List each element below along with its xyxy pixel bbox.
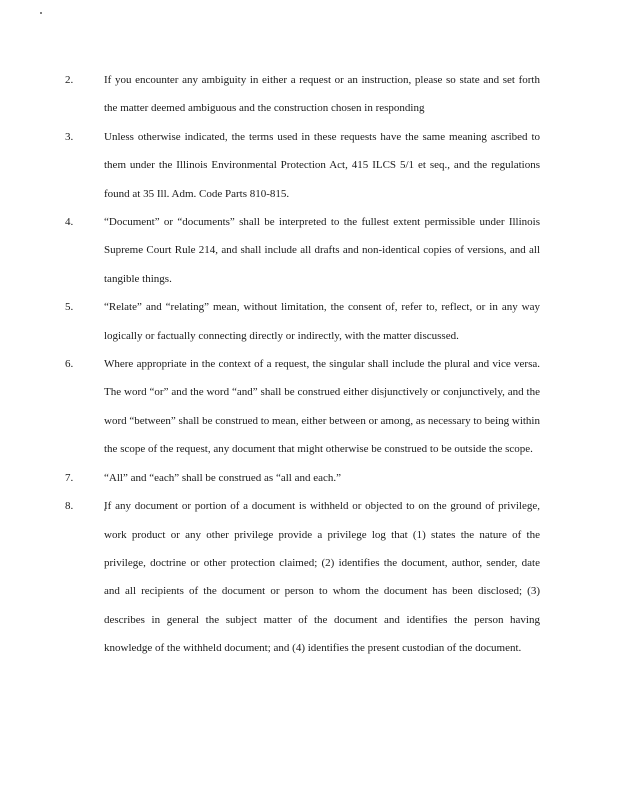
- list-item: [0, 350, 619, 464]
- item-text: “Document” or “documents” shall be interpreted to the fullest extent permissible under Illinois Supreme Court Rule 214, and shall include all drafts and non-identical copies of versions, and all tangible things.: [104, 216, 540, 285]
- item-text: Unless otherwise indicated, the terms used in these requests have the same meaning ascribed to them under the Illinois Environmental Protection Act, 415 ILCS 5/1 et seq., and the regulations found at 35 Ill. Adm. Code Parts 810-815.: [104, 130, 540, 200]
- item-text: If you encounter any ambiguity in either a request or an instruction, please so state and set forth the matter deemed ambiguous and the construction chosen in responding: [104, 74, 540, 115]
- item-number: 3.: [65, 130, 74, 143]
- scan-artifact: [40, 12, 42, 14]
- list-item: [0, 208, 619, 293]
- item-number: 7.: [65, 471, 74, 484]
- item-number: 2.: [65, 74, 74, 86]
- list-item: [0, 66, 619, 123]
- item-number: 5.: [65, 301, 74, 314]
- item-number: 8.: [65, 500, 74, 513]
- item-number: 4.: [65, 216, 74, 229]
- item-text: “All” and “each” shall be construed as “all and each.”: [104, 471, 341, 484]
- item-number: 6.: [65, 358, 74, 371]
- item-text: Where appropriate in the context of a request, the singular shall include the plural and vice versa. The word “or” and the word “and” shall be construed either disjunctively or conjunctively, and the word “between” shall be construed to mean, either between or among, as necessary to being within the scope of the request, any document that might otherwise be construed to be outside the scope.: [104, 358, 540, 456]
- item-text: “Relate” and “relating” mean, without limitation, the consent of, refer to, reflect, or in any way logically or factually connecting directly or indirectly, with the matter discussed.: [104, 301, 540, 342]
- list-item: [0, 123, 619, 208]
- list-item: [0, 464, 619, 492]
- item-text: If any document or portion of a document is withheld or objected to on the ground of privilege, work product or any other privilege provide a privilege log that (1) states the nature of the privilege, doctrine or other protection claimed; (2) identifies the document, author, sender, date and all recipients of the document or person to whom the document has been disclosed; (3) describes in general the subject matter of the document and identifies the person having knowledge of the withheld document; and (4) identifies the present custodian of the document.: [104, 500, 540, 655]
- list-item: [0, 293, 619, 350]
- instruction-list: [0, 66, 619, 663]
- list-item: [0, 492, 619, 662]
